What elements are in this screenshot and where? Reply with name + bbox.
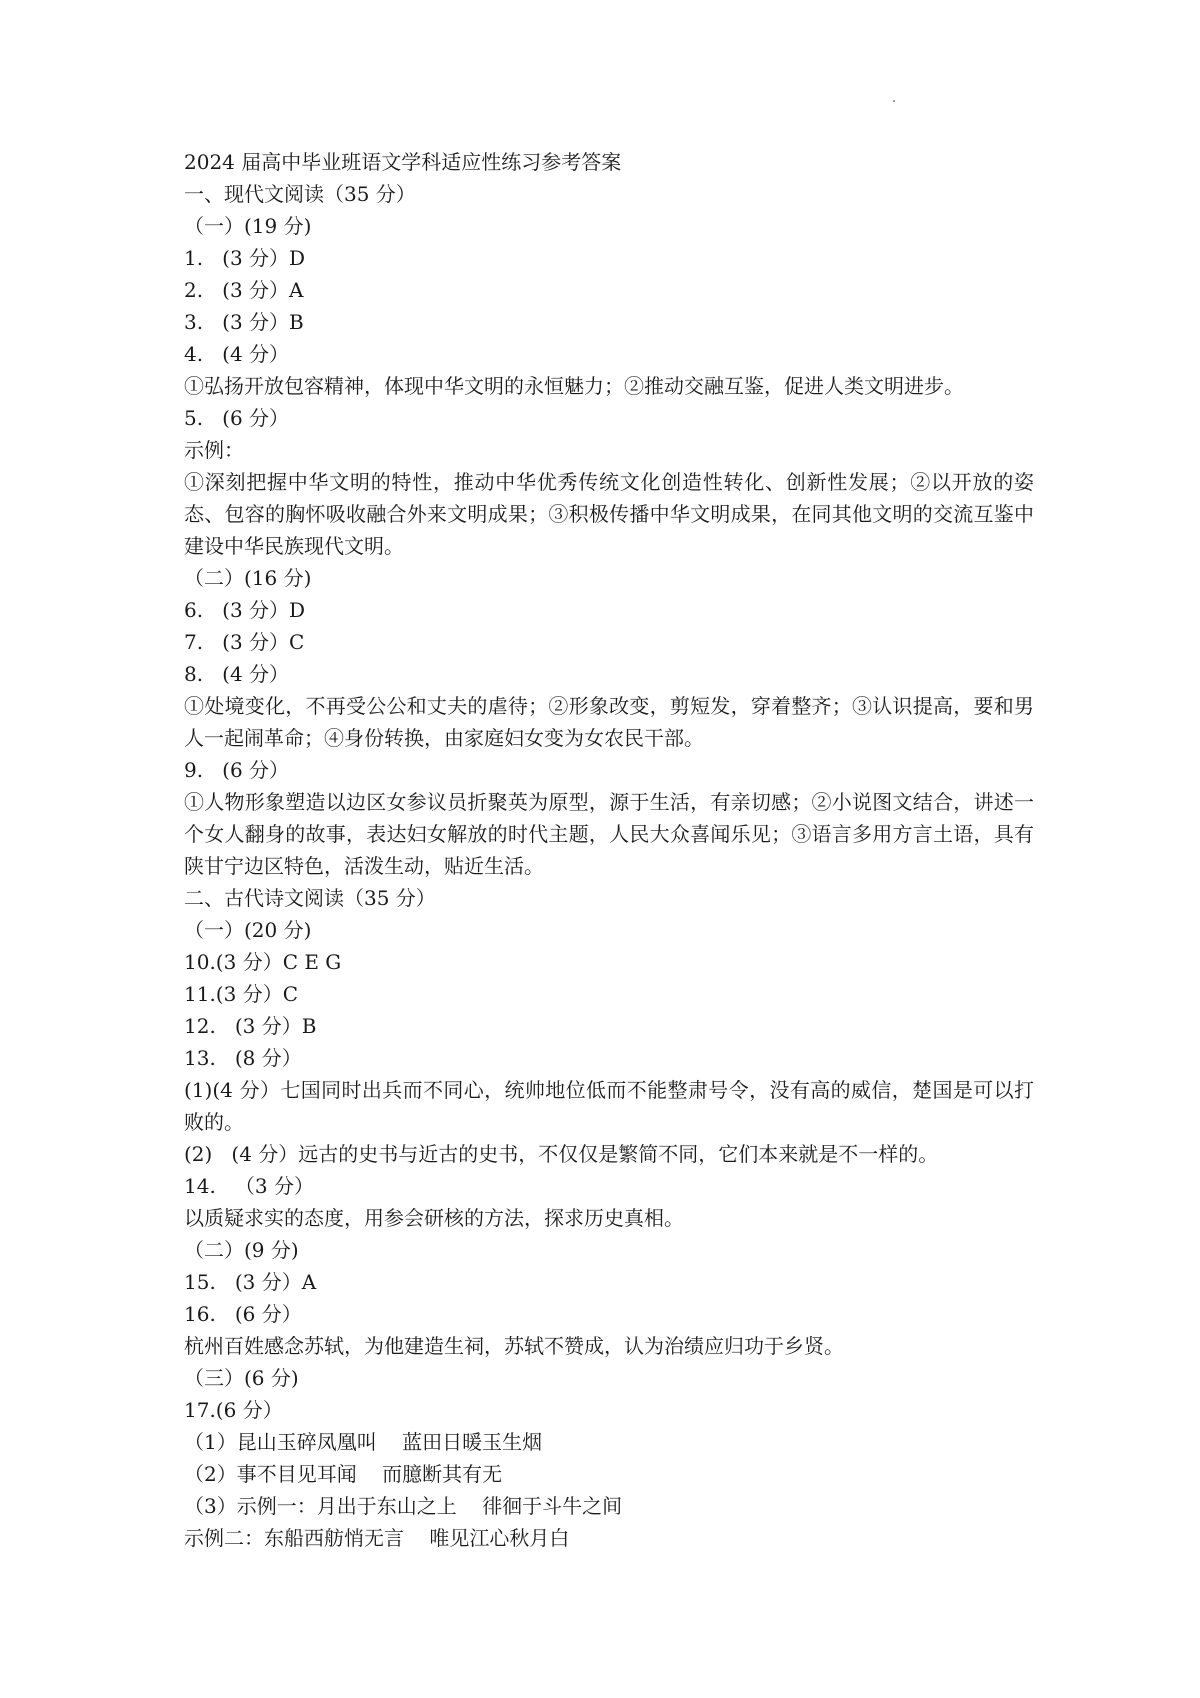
answer-line: 示例：: [184, 438, 244, 462]
answer-line: 8. (4 分）: [184, 662, 290, 686]
subsection-heading: （二）(16 分): [184, 566, 312, 590]
subsection-heading: （二）(9 分): [184, 1238, 299, 1262]
answer-text: ①弘扬开放包容精神，体现中华文明的永恒魅力；②推动交融互鉴，促进人类文明进步。: [184, 374, 964, 398]
section-heading-modern-reading: 一、现代文阅读（35 分）: [184, 182, 416, 206]
answer-document: [184, 146, 1034, 1554]
answer-line: 15. (3 分）A: [184, 1270, 317, 1294]
answer-line: 7. (3 分）C: [184, 630, 305, 654]
answer-line: （1）昆山玉碎凤凰叫 蓝田日暖玉生烟: [184, 1430, 543, 1454]
subsection-heading: （一）(19 分): [184, 214, 312, 238]
answer-line: 14. （3 分）: [184, 1174, 314, 1198]
answer-line: （3）示例一：月出于东山之上 徘徊于斗牛之间: [184, 1494, 623, 1518]
answer-line: 示例二：东船西舫悄无言 唯见江心秋月白: [184, 1526, 570, 1550]
answer-line: （2）事不目见耳闻 而臆断其有无: [184, 1462, 503, 1486]
subsection-heading: （三）(6 分): [184, 1366, 299, 1390]
answer-paragraph: (1)(4 分）七国同时出兵而不同心，统帅地位低而不能整肃号令，没有高的威信，楚国是可以打败的。: [184, 1078, 1034, 1134]
document-title: 2024 届高中毕业班语文学科适应性练习参考答案: [184, 150, 622, 174]
answer-line: 3. (3 分）B: [184, 310, 304, 334]
answer-paragraph: ①人物形象塑造以边区女参议员折聚英为原型，源于生活，有亲切感；②小说图文结合，讲述一个女人翻身的故事，表达妇女解放的时代主题，人民大众喜闻乐见；③语言多用方言土语，具有陕甘宁边区特色，活泼生动，贴近生活。: [184, 790, 1034, 878]
section-heading-classical-reading: 二、古代诗文阅读（35 分）: [184, 886, 436, 910]
answer-line: 13. (8 分）: [184, 1046, 302, 1070]
answer-line: 9. (6 分）: [184, 758, 290, 782]
scan-speck: [893, 100, 895, 102]
answer-line: 17.(6 分）: [184, 1398, 283, 1422]
answer-line: 12. (3 分）B: [184, 1014, 317, 1038]
answer-text: 杭州百姓感念苏轼，为他建造生祠，苏轼不赞成，认为治绩应归功于乡贤。: [184, 1334, 844, 1358]
answer-line: 1. (3 分）D: [184, 246, 306, 270]
answer-line: 5. (6 分）: [184, 406, 290, 430]
answer-text: 以质疑求实的态度，用参会研核的方法，探求历史真相。: [184, 1206, 684, 1230]
answer-line: 6. (3 分）D: [184, 598, 306, 622]
answer-paragraph: ①深刻把握中华文明的特性，推动中华优秀传统文化创造性转化、创新性发展；②以开放的姿态、包容的胸怀吸收融合外来文明成果；③积极传播中华文明成果，在同其他文明的交流互鉴中建设中华民族现代文明。: [184, 470, 1034, 558]
answer-paragraph: ①处境变化，不再受公公和丈夫的虐待；②形象改变，剪短发，穿着整齐；③认识提高，要和男人一起闹革命；④身份转换，由家庭妇女变为女农民干部。: [184, 694, 1034, 750]
answer-line: 16. (6 分）: [184, 1302, 302, 1326]
answer-line: 11.(3 分）C: [184, 982, 298, 1006]
answer-line: 10.(3 分）C E G: [184, 950, 342, 974]
subsection-heading: （一）(20 分): [184, 918, 312, 942]
answer-text: (2) (4 分）远古的史书与近古的史书，不仅仅是繁简不同，它们本来就是不一样的。: [184, 1142, 939, 1166]
answer-line: 2. (3 分）A: [184, 278, 304, 302]
answer-line: 4. (4 分）: [184, 342, 290, 366]
